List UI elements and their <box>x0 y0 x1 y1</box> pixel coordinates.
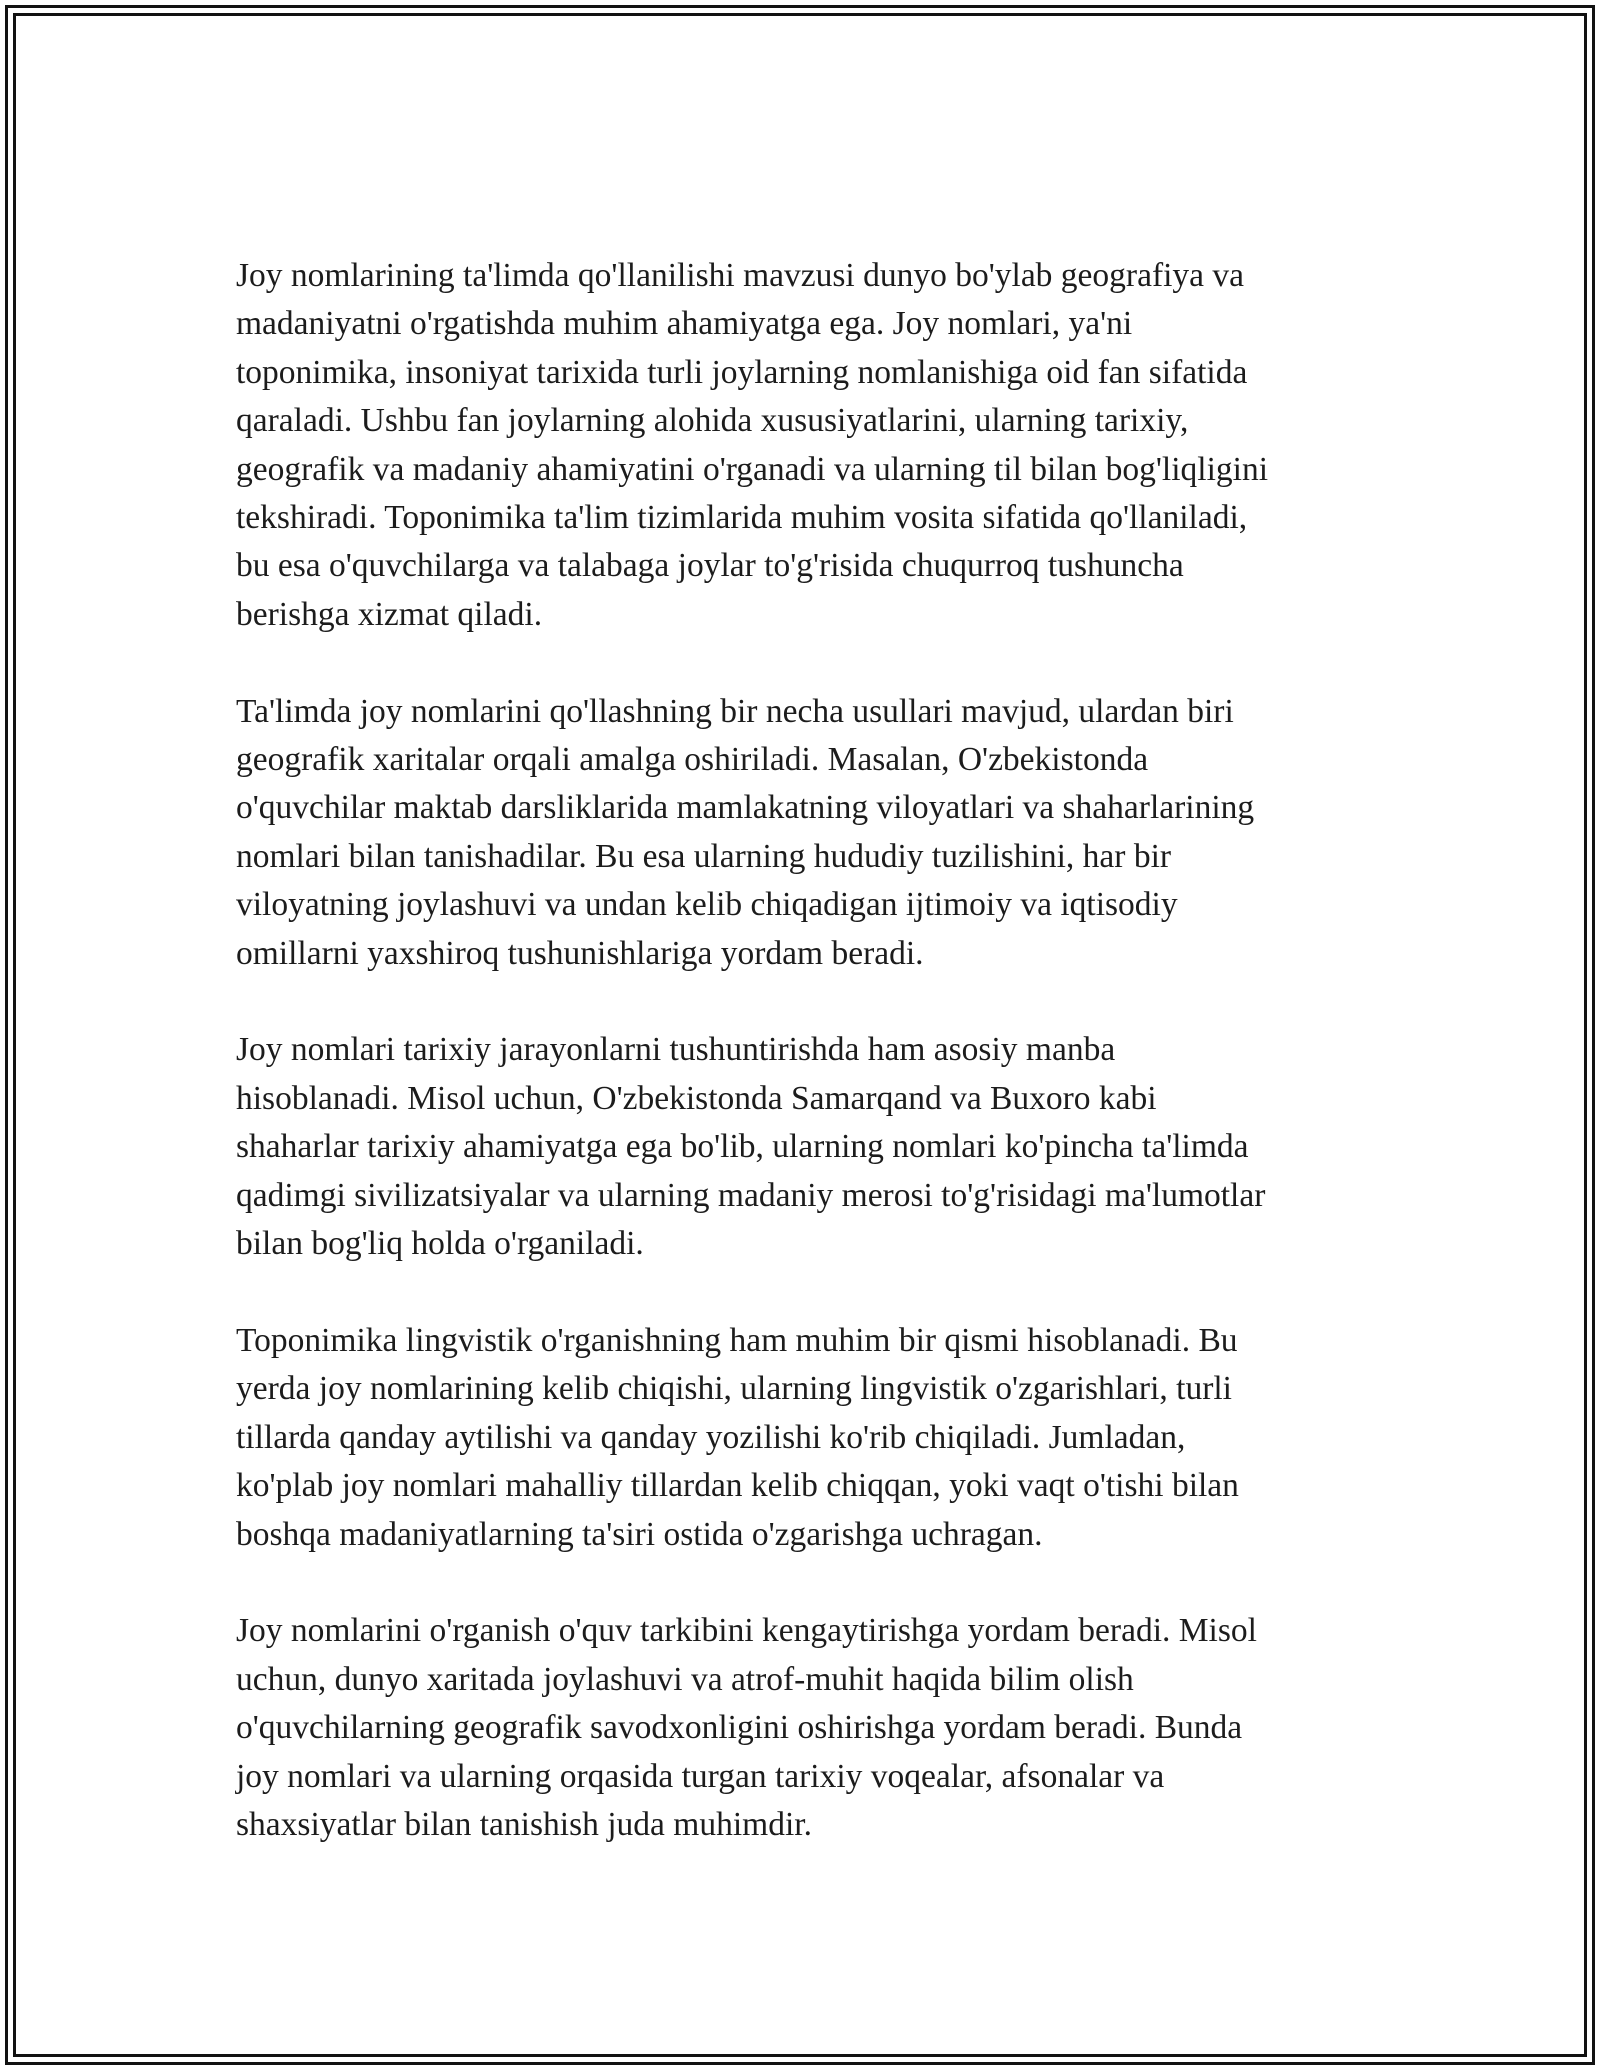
text-line: bu esa o'quvchilarga va talabaga joylar to'g'risida chuqurroq tushuncha <box>236 547 1184 585</box>
paragraph-3 <box>236 1026 1376 1268</box>
text-line: shaxsiyatlar bilan tanishish juda muhimdir. <box>236 1805 812 1843</box>
text-line: boshqa madaniyatlarning ta'siri ostida o'zgarishga uchragan. <box>236 1515 1043 1553</box>
text-line: omillarni yaxshiroq tushunishlariga yordam beradi. <box>236 934 924 972</box>
text-line: o'quvchilar maktab darsliklarida mamlakatning viloyatlari va shaharlarining <box>236 789 1255 827</box>
text-line: uchun, dunyo xaritada joylashuvi va atrof-muhit haqida bilim olish <box>236 1660 1134 1698</box>
text-line: Joy nomlarini o'rganish o'quv tarkibini kengaytirishga yordam beradi. Misol <box>236 1612 1257 1650</box>
text-line: hisoblanadi. Misol uchun, O'zbekistonda Samarqand va Buxoro kabi <box>236 1079 1157 1117</box>
text-line: geografik va madaniy ahamiyatini o'rganadi va ularning til bilan bog'liqligini <box>236 450 1269 488</box>
text-line: Joy nomlari tarixiy jarayonlarni tushuntirishda ham asosiy manba <box>236 1031 1116 1069</box>
text-line: qaraladi. Ushbu fan joylarning alohida xususiyatlarini, ularning tarixiy, <box>236 402 1189 440</box>
text-line: Toponimika lingvistik o'rganishning ham muhim bir qismi hisoblanadi. Bu <box>236 1321 1238 1359</box>
text-line: shaharlar tarixiy ahamiyatga ega bo'lib, ularning nomlari ko'pincha ta'limda <box>236 1128 1249 1166</box>
text-line: berishga xizmat qiladi. <box>236 595 543 633</box>
text-line: madaniyatni o'rgatishda muhim ahamiyatga ega. Joy nomlari, ya'ni <box>236 305 1133 343</box>
text-line: tekshiradi. Toponimika ta'lim tizimlarida muhim vosita sifatida qo'llaniladi, <box>236 499 1248 537</box>
paragraph-2 <box>236 688 1376 978</box>
text-line: ko'plab joy nomlari mahalliy tillardan kelib chiqqan, yoki vaqt o'tishi bilan <box>236 1467 1239 1505</box>
paragraph-4 <box>236 1317 1376 1559</box>
text-line: toponimika, insoniyat tarixida turli joylarning nomlanishiga oid fan sifatida <box>236 353 1248 391</box>
text-line: qadimgi sivilizatsiyalar va ularning madaniy merosi to'g'risidagi ma'lumotlar <box>236 1176 1266 1214</box>
text-line: geografik xaritalar orqali amalga oshiriladi. Masalan, O'zbekistonda <box>236 741 1149 779</box>
document-body <box>236 252 1376 1898</box>
paragraph-5 <box>236 1607 1376 1849</box>
text-line: tillarda qanday aytilishi va qanday yozilishi ko'rib chiqiladi. Jumladan, <box>236 1418 1186 1456</box>
text-line: Joy nomlarining ta'limda qo'llanilishi mavzusi dunyo bo'ylab geografiya va <box>236 257 1245 294</box>
text-line: nomlari bilan tanishadilar. Bu esa ularning hududiy tuzilishini, har bir <box>236 837 1172 875</box>
text-line: Ta'limda joy nomlarini qo'llashning bir necha usullari mavjud, ulardan biri <box>236 692 1234 730</box>
text-line: yerda joy nomlarining kelib chiqishi, ularning lingvistik o'zgarishlari, turli <box>236 1370 1232 1408</box>
text-line: joy nomlari va ularning orqasida turgan tarixiy voqealar, afsonalar va <box>236 1757 1165 1795</box>
text-line: bilan bog'liq holda o'rganiladi. <box>236 1225 644 1263</box>
text-line: viloyatning joylashuvi va undan kelib chiqadigan ijtimoiy va iqtisodiy <box>236 886 1178 924</box>
paragraph-1 <box>236 252 1376 639</box>
text-line: o'quvchilarning geografik savodxonligini oshirishga yordam beradi. Bunda <box>236 1709 1243 1747</box>
